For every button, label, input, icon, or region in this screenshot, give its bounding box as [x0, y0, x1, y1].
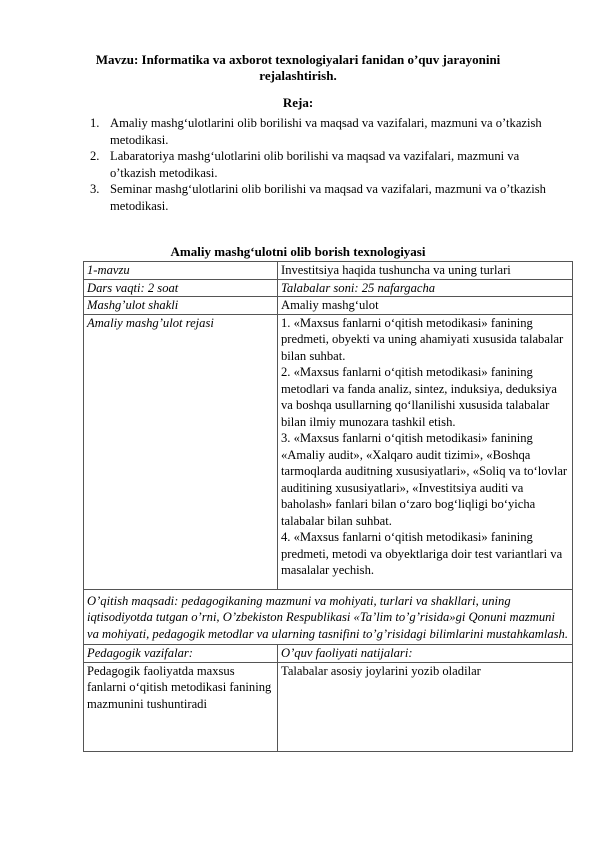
lesson-plan-item: 2. «Maxsus fanlarni o‘qitish metodikasi» fanining metodlari va fanda analiz, sintez, induksiya, deduksiya va boshqa usullarning qo‘llanilishi xususida talabalar bilan ilmiy munozara tashkil etish. [281, 365, 557, 429]
plan-item [90, 148, 550, 181]
learning-results-label: O’quv faoliyati natijalari: [278, 645, 573, 663]
table-row [84, 262, 573, 280]
lesson-form-label: Mashg’ulot shakli [84, 297, 278, 315]
teaching-goal: O’qitish maqsadi: pedagogikaning mazmuni va mohiyati, turlari va shakllari, uning iqtisodiyotda tutgan o’rni, O’zbekiston Respublikasi «Ta’lim to’g’risida»gi Qonuni mazmuni va mohiyati, pedagogik metodlar va ularning tasnifini to’g’risidagi bilimlarini mustahkamlash. [84, 589, 573, 645]
plan-item [90, 181, 550, 214]
table-row [84, 314, 573, 589]
lesson-plan-item: 3. «Maxsus fanlarni o‘qitish metodikasi» fanining «Amaliy audit», «Xalqaro audit tizimi», «Boshqa tarmoqlarda auditning xususiyatlari», «Soliq va to‘lovlar auditining xususiyatlari», «Investitsiya auditi va baholash» fanlari bilan o‘zaro bog‘liqligi bo‘yicha talabalar bilan suhbat. [281, 431, 568, 528]
table-row [84, 297, 573, 315]
pedagogical-tasks-label: Pedagogik vazifalar: [84, 645, 278, 663]
lesson-plan-label: Amaliy mashg’ulot rejasi [84, 314, 278, 589]
page-title: Mavzu: Informatika va axborot texnologiyalari fanidan o’quv jarayonini rejalashtirish. [95, 52, 501, 83]
plan-item-number: 1. [90, 116, 100, 130]
table-row [84, 645, 573, 663]
plan-item-number: 3. [90, 182, 100, 196]
plan-list [90, 115, 550, 214]
plan-item [90, 115, 550, 148]
table-row [84, 279, 573, 297]
plan-item-number: 2. [90, 149, 100, 163]
learning-result: Talabalar asosiy joylarini yozib oladilar [278, 662, 573, 751]
plan-item-text: Labaratoriya mashg‘ulotlarini olib borilishi va maqsad va vazifalari, mazmuni va o’tkazish metodikasi. [110, 149, 520, 180]
plan-item-text: Seminar mashg‘ulotlarini olib borilishi va maqsad va vazifalari, mazmuni va o’tkazish metodikasi. [110, 182, 546, 213]
topic-label: 1-mavzu [84, 262, 278, 280]
lesson-plan-cell [278, 314, 573, 589]
plan-heading: Reja: [282, 95, 314, 110]
table-row [84, 589, 573, 645]
lesson-time-label: Dars vaqti: 2 soat [84, 279, 278, 297]
plan-item-text: Amaliy mashg‘ulotlarini olib borilishi va maqsad va vazifalari, mazmuni va o’tkazish metodikasi. [110, 116, 542, 147]
table-row [84, 662, 573, 751]
lesson-plan-item: 1. «Maxsus fanlarni o‘qitish metodikasi» fanining predmeti, obyekti va uning ahamiyati xususida talabalar bilan suhbat. [281, 315, 564, 363]
topic-value: Investitsiya haqida tushuncha va uning turlari [278, 262, 573, 280]
lesson-plan-item: 4. «Maxsus fanlarni o‘qitish metodikasi» fanining predmeti, metodi va obyektlariga doir test variantlari va masalalar yechish. [281, 530, 563, 577]
section-title: Amaliy mashg‘ulotni olib borish texnologiyasi [170, 244, 426, 259]
lesson-technology-table [83, 261, 573, 752]
student-count-value: Talabalar soni: 25 nafargacha [278, 279, 573, 297]
pedagogical-task: Pedagogik faoliyatda maxsus fanlarni o‘qitish metodikasi fanining mazmunini tushuntiradi [84, 662, 278, 751]
lesson-form-value: Amaliy mashg‘ulot [278, 297, 573, 315]
